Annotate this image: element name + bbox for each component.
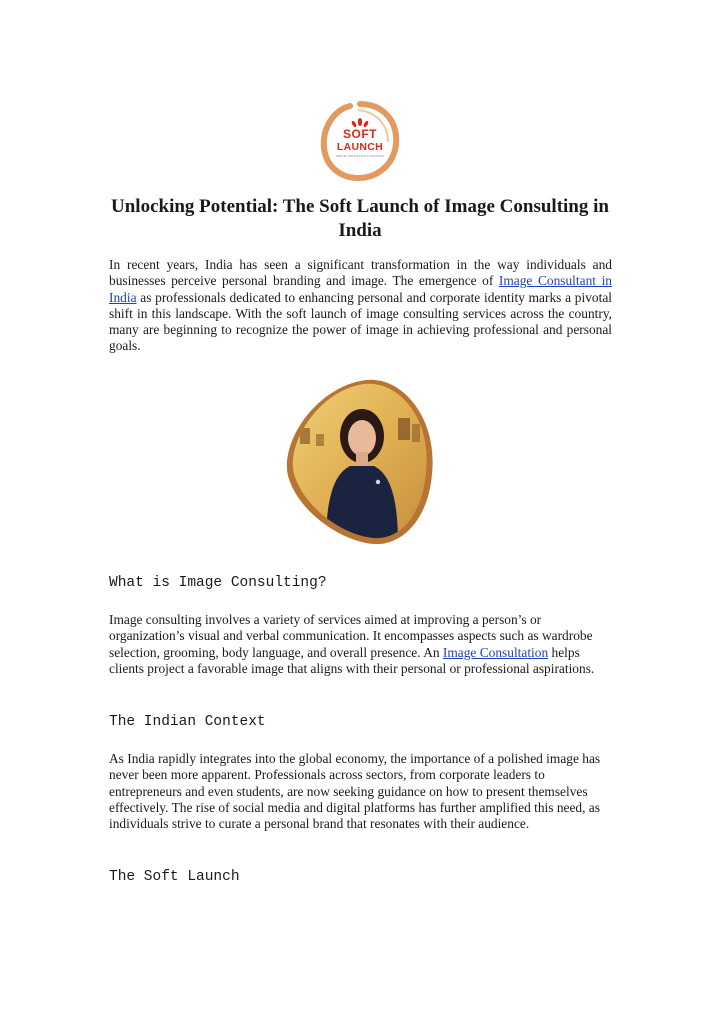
intro-text-after-link: as professionals dedicated to enhancing personal and corporate identity marks a pivotal shift in this landscape. With the soft launch of image consulting services across the country, many are beginning to recognize the power of image in achieving professional and personal goals. [109, 289, 612, 354]
logo-line-1: SOFT [343, 127, 377, 141]
section-heading-what-is-image-consulting: What is Image Consulting? [109, 575, 327, 591]
logo-wordmark [318, 128, 402, 159]
intro-paragraph [109, 257, 612, 355]
page-title: Unlocking Potential: The Soft Launch of Image Consulting in India [111, 196, 609, 241]
brand-logo [318, 100, 402, 182]
image-consultant-in-india-link[interactable]: Image Consultant in India [109, 273, 612, 305]
section-1-text-after-link: helps clients project a favorable image that aligns with their personal or professional aspirations. [109, 644, 595, 676]
section-heading-soft-launch: The Soft Launch [109, 869, 240, 885]
section-heading-indian-context: The Indian Context [109, 714, 266, 730]
logo-line-2: LAUNCH [336, 141, 384, 153]
section-1-text-before-link: Image consulting involves a variety of services aimed at improving a person’s or organization’s visual and verbal communication. It encompasses aspects such as wardrobe selection, grooming, body language, and overall presence. An [109, 612, 593, 660]
consultant-photo [286, 378, 434, 544]
intro-text-before-link: In recent years, India has seen a significant transformation in the way individuals and businesses perceive personal branding and image. The emergence of [109, 257, 612, 289]
logo-tagline: IMAGE CONSULTING & TRAINING [336, 154, 384, 158]
section-paragraph-indian-context: As India rapidly integrates into the global economy, the importance of a polished image has never been more apparent. Professionals across sectors, from corporate leaders to entrepreneurs and even students, are now seeking guidance on how to present themselves effectively. The rise of social media and digital platforms has further amplified this need, as individuals strive to curate a personal brand that resonates with their audience. [109, 751, 601, 832]
section-paragraph-what-is-image-consulting [109, 612, 609, 677]
image-consultation-link[interactable]: Image Consultation [442, 644, 549, 660]
